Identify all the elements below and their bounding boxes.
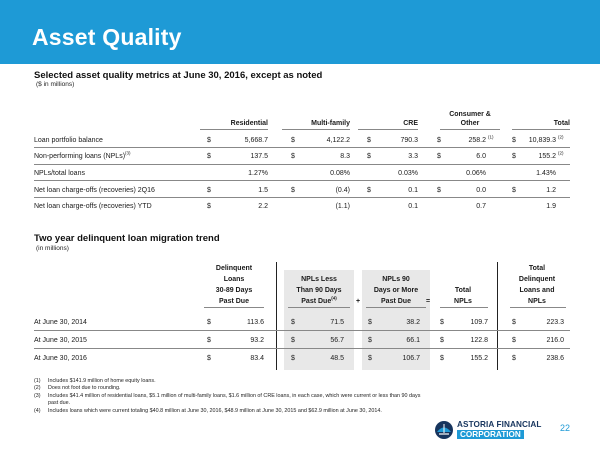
equals-operator: = — [425, 298, 431, 305]
cell-consumer: 258.2 — [468, 137, 486, 144]
row-divider — [34, 330, 570, 331]
currency-symbol: $ — [207, 187, 211, 194]
cell-delinquent: 83.4 — [250, 355, 264, 362]
footnote-ref: (2) — [558, 134, 564, 140]
header-underline — [440, 307, 488, 308]
cell-residential: 1.27% — [248, 170, 268, 177]
col-header-total: Total — [553, 120, 570, 127]
row-divider — [34, 180, 570, 181]
cell-total-delinquent: 223.3 — [546, 319, 564, 326]
col-header-delinquent: Loans — [223, 276, 245, 283]
col-header-multifamily: Multi-family — [311, 120, 350, 127]
cell-total-delinquent: 238.6 — [546, 355, 564, 362]
col-header-total-delinquent: Total — [528, 265, 546, 272]
col-header-total-delinquent: NPLs — [528, 298, 546, 305]
col-header-cre: CRE — [403, 120, 418, 127]
col-header-npls-less: Than 90 Days — [296, 287, 342, 294]
col-header-npls-less: NPLs Less — [301, 276, 337, 283]
header-underline — [282, 129, 350, 130]
col-header-npls-less: Past Due$^{(4)}$ — [301, 295, 337, 305]
currency-symbol: $ — [291, 355, 295, 362]
logo-text-line2: CORPORATION — [457, 430, 524, 439]
currency-symbol: $ — [207, 355, 211, 362]
footnote: (1) Includes $141.9 million of home equity loans. — [34, 378, 156, 384]
currency-symbol: $ — [440, 355, 444, 362]
col-header-delinquent: Delinquent — [215, 265, 253, 272]
col-header-delinquent: 30-89 Days — [215, 287, 253, 294]
currency-symbol: $ — [512, 137, 516, 144]
col-header-residential: Residential — [230, 120, 268, 127]
currency-symbol: $ — [512, 337, 516, 344]
cell-multifamily: (1.1) — [335, 203, 350, 210]
cell-npls-less: 71.5 — [330, 319, 344, 326]
row-divider — [34, 164, 570, 165]
cell-residential: 137.5 — [250, 153, 268, 160]
currency-symbol: $ — [512, 319, 516, 326]
cell-residential: 2.2 — [258, 203, 268, 210]
cell-total-npls: 122.8 — [470, 337, 488, 344]
cell-total-delinquent: 216.0 — [546, 337, 564, 344]
currency-symbol: $ — [440, 319, 444, 326]
cell-total: 1.43% — [536, 170, 556, 177]
col-header-npls-90: Days or More — [373, 287, 419, 294]
col-header-total-delinquent: Delinquent — [518, 276, 556, 283]
col-header-total-npls: Total — [454, 287, 472, 294]
row-divider — [34, 147, 570, 148]
cell-total: 10,839.3 — [528, 137, 556, 144]
page-number: 22 — [560, 423, 571, 433]
cell-cre: 0.1 — [408, 203, 418, 210]
cell-npls-90: 106.7 — [402, 355, 420, 362]
row-label: Loan portfolio balance — [34, 137, 103, 144]
col-header-npls-90: Past Due — [381, 298, 411, 305]
currency-symbol: $ — [291, 137, 295, 144]
cell-total-npls: 155.2 — [470, 355, 488, 362]
cell-cre: 0.1 — [408, 187, 418, 194]
column-separator — [276, 262, 277, 370]
col-header-consumer-line2: Other — [460, 120, 480, 127]
currency-symbol: $ — [368, 355, 372, 362]
metrics-units: ($ in millions) — [36, 81, 75, 88]
currency-symbol: $ — [207, 337, 211, 344]
cell-multifamily: (0.4) — [335, 187, 350, 194]
currency-symbol: $ — [368, 337, 372, 344]
cell-npls-less: 56.7 — [330, 337, 344, 344]
cell-cre: 0.03% — [398, 170, 418, 177]
row-label: Non-performing loans (NPLs)$^{(3)}$ — [34, 150, 131, 160]
cell-consumer: 0.06% — [466, 170, 486, 177]
migration-heading: Two year delinquent loan migration trend — [34, 233, 220, 244]
cell-consumer: 0.0 — [476, 187, 486, 194]
footnote-ref: (2) — [558, 150, 564, 156]
currency-symbol: $ — [512, 355, 516, 362]
header-underline — [440, 129, 500, 130]
currency-symbol: $ — [207, 319, 211, 326]
row-divider — [34, 197, 570, 198]
cell-cre: 3.3 — [408, 153, 418, 160]
cell-consumer: 6.0 — [476, 153, 486, 160]
currency-symbol: $ — [512, 153, 516, 160]
cell-npls-90: 66.1 — [406, 337, 420, 344]
astoria-logo-icon — [434, 420, 454, 440]
row-divider — [34, 348, 570, 349]
cell-residential: 5,668.7 — [244, 137, 268, 144]
footnote: (3) Includes $41.4 million of residential loans, $5.1 million of multi-family loans, $1.6 million of CRE loans, in each case, which were current or less than 90 days past due. — [34, 392, 421, 407]
row-label: NPLs/total loans — [34, 170, 85, 177]
currency-symbol: $ — [367, 187, 371, 194]
currency-symbol: $ — [367, 137, 371, 144]
cell-residential: 1.5 — [258, 187, 268, 194]
currency-symbol: $ — [437, 153, 441, 160]
title-banner — [0, 0, 600, 64]
cell-consumer: 0.7 — [476, 203, 486, 210]
row-label: At June 30, 2016 — [34, 355, 87, 362]
currency-symbol: $ — [291, 153, 295, 160]
currency-symbol: $ — [291, 319, 295, 326]
column-separator — [497, 262, 498, 370]
plus-operator: + — [355, 298, 361, 305]
currency-symbol: $ — [207, 137, 211, 144]
col-header-delinquent: Past Due — [219, 298, 249, 305]
col-header-total-delinquent: Loans and — [519, 287, 555, 294]
cell-total: 1.9 — [546, 203, 556, 210]
cell-npls-90: 38.2 — [406, 319, 420, 326]
header-underline — [366, 307, 426, 308]
footnote-ref: (1) — [488, 134, 494, 140]
header-underline — [358, 129, 418, 130]
currency-symbol: $ — [512, 187, 516, 194]
header-underline — [200, 129, 268, 130]
footnote: (4) Includes loans which were current totaling $40.8 million at June 30, 2016, $48.9 million at June 30, 2015 and $62.9 million at June 30, 2014. — [34, 407, 382, 414]
currency-symbol: $ — [368, 319, 372, 326]
cell-delinquent: 93.2 — [250, 337, 264, 344]
metrics-heading: Selected asset quality metrics at June 30, 2016, except as noted — [34, 70, 323, 81]
cell-npls-less: 48.5 — [330, 355, 344, 362]
currency-symbol: $ — [437, 137, 441, 144]
cell-total-npls: 109.7 — [470, 319, 488, 326]
page-title: Asset Quality — [32, 24, 182, 50]
migration-units: (in millions) — [36, 245, 69, 252]
currency-symbol: $ — [207, 203, 211, 210]
footnotes — [34, 378, 424, 415]
cell-multifamily: 4,122.2 — [326, 137, 350, 144]
footnote: (2) Does not foot due to rounding. — [34, 385, 121, 392]
header-underline — [204, 307, 264, 308]
cell-multifamily: 8.3 — [340, 153, 350, 160]
currency-symbol: $ — [291, 337, 295, 344]
col-header-total-npls: NPLs — [454, 298, 472, 305]
header-underline — [288, 307, 350, 308]
header-underline — [510, 307, 566, 308]
currency-symbol: $ — [207, 153, 211, 160]
col-header-npls-90: NPLs 90 — [382, 276, 410, 283]
cell-multifamily: 0.08% — [330, 170, 350, 177]
col-header-consumer-line1: Consumer & — [449, 111, 491, 118]
cell-delinquent: 113.6 — [247, 319, 264, 326]
row-label: Net loan charge-offs (recoveries) 2Q16 — [34, 187, 155, 194]
cell-total: 1.2 — [546, 187, 556, 194]
currency-symbol: $ — [437, 187, 441, 194]
row-label: At June 30, 2015 — [34, 337, 87, 344]
row-label: At June 30, 2014 — [34, 319, 87, 326]
currency-symbol: $ — [367, 153, 371, 160]
cell-cre: 790.3 — [400, 137, 418, 144]
header-underline — [512, 129, 570, 130]
row-label: Net loan charge-offs (recoveries) YTD — [34, 203, 152, 210]
currency-symbol: $ — [291, 187, 295, 194]
company-logo — [434, 418, 554, 440]
logo-text-line1: ASTORIA FINANCIAL — [457, 420, 542, 429]
currency-symbol: $ — [440, 337, 444, 344]
cell-total: 155.2 — [538, 153, 556, 160]
